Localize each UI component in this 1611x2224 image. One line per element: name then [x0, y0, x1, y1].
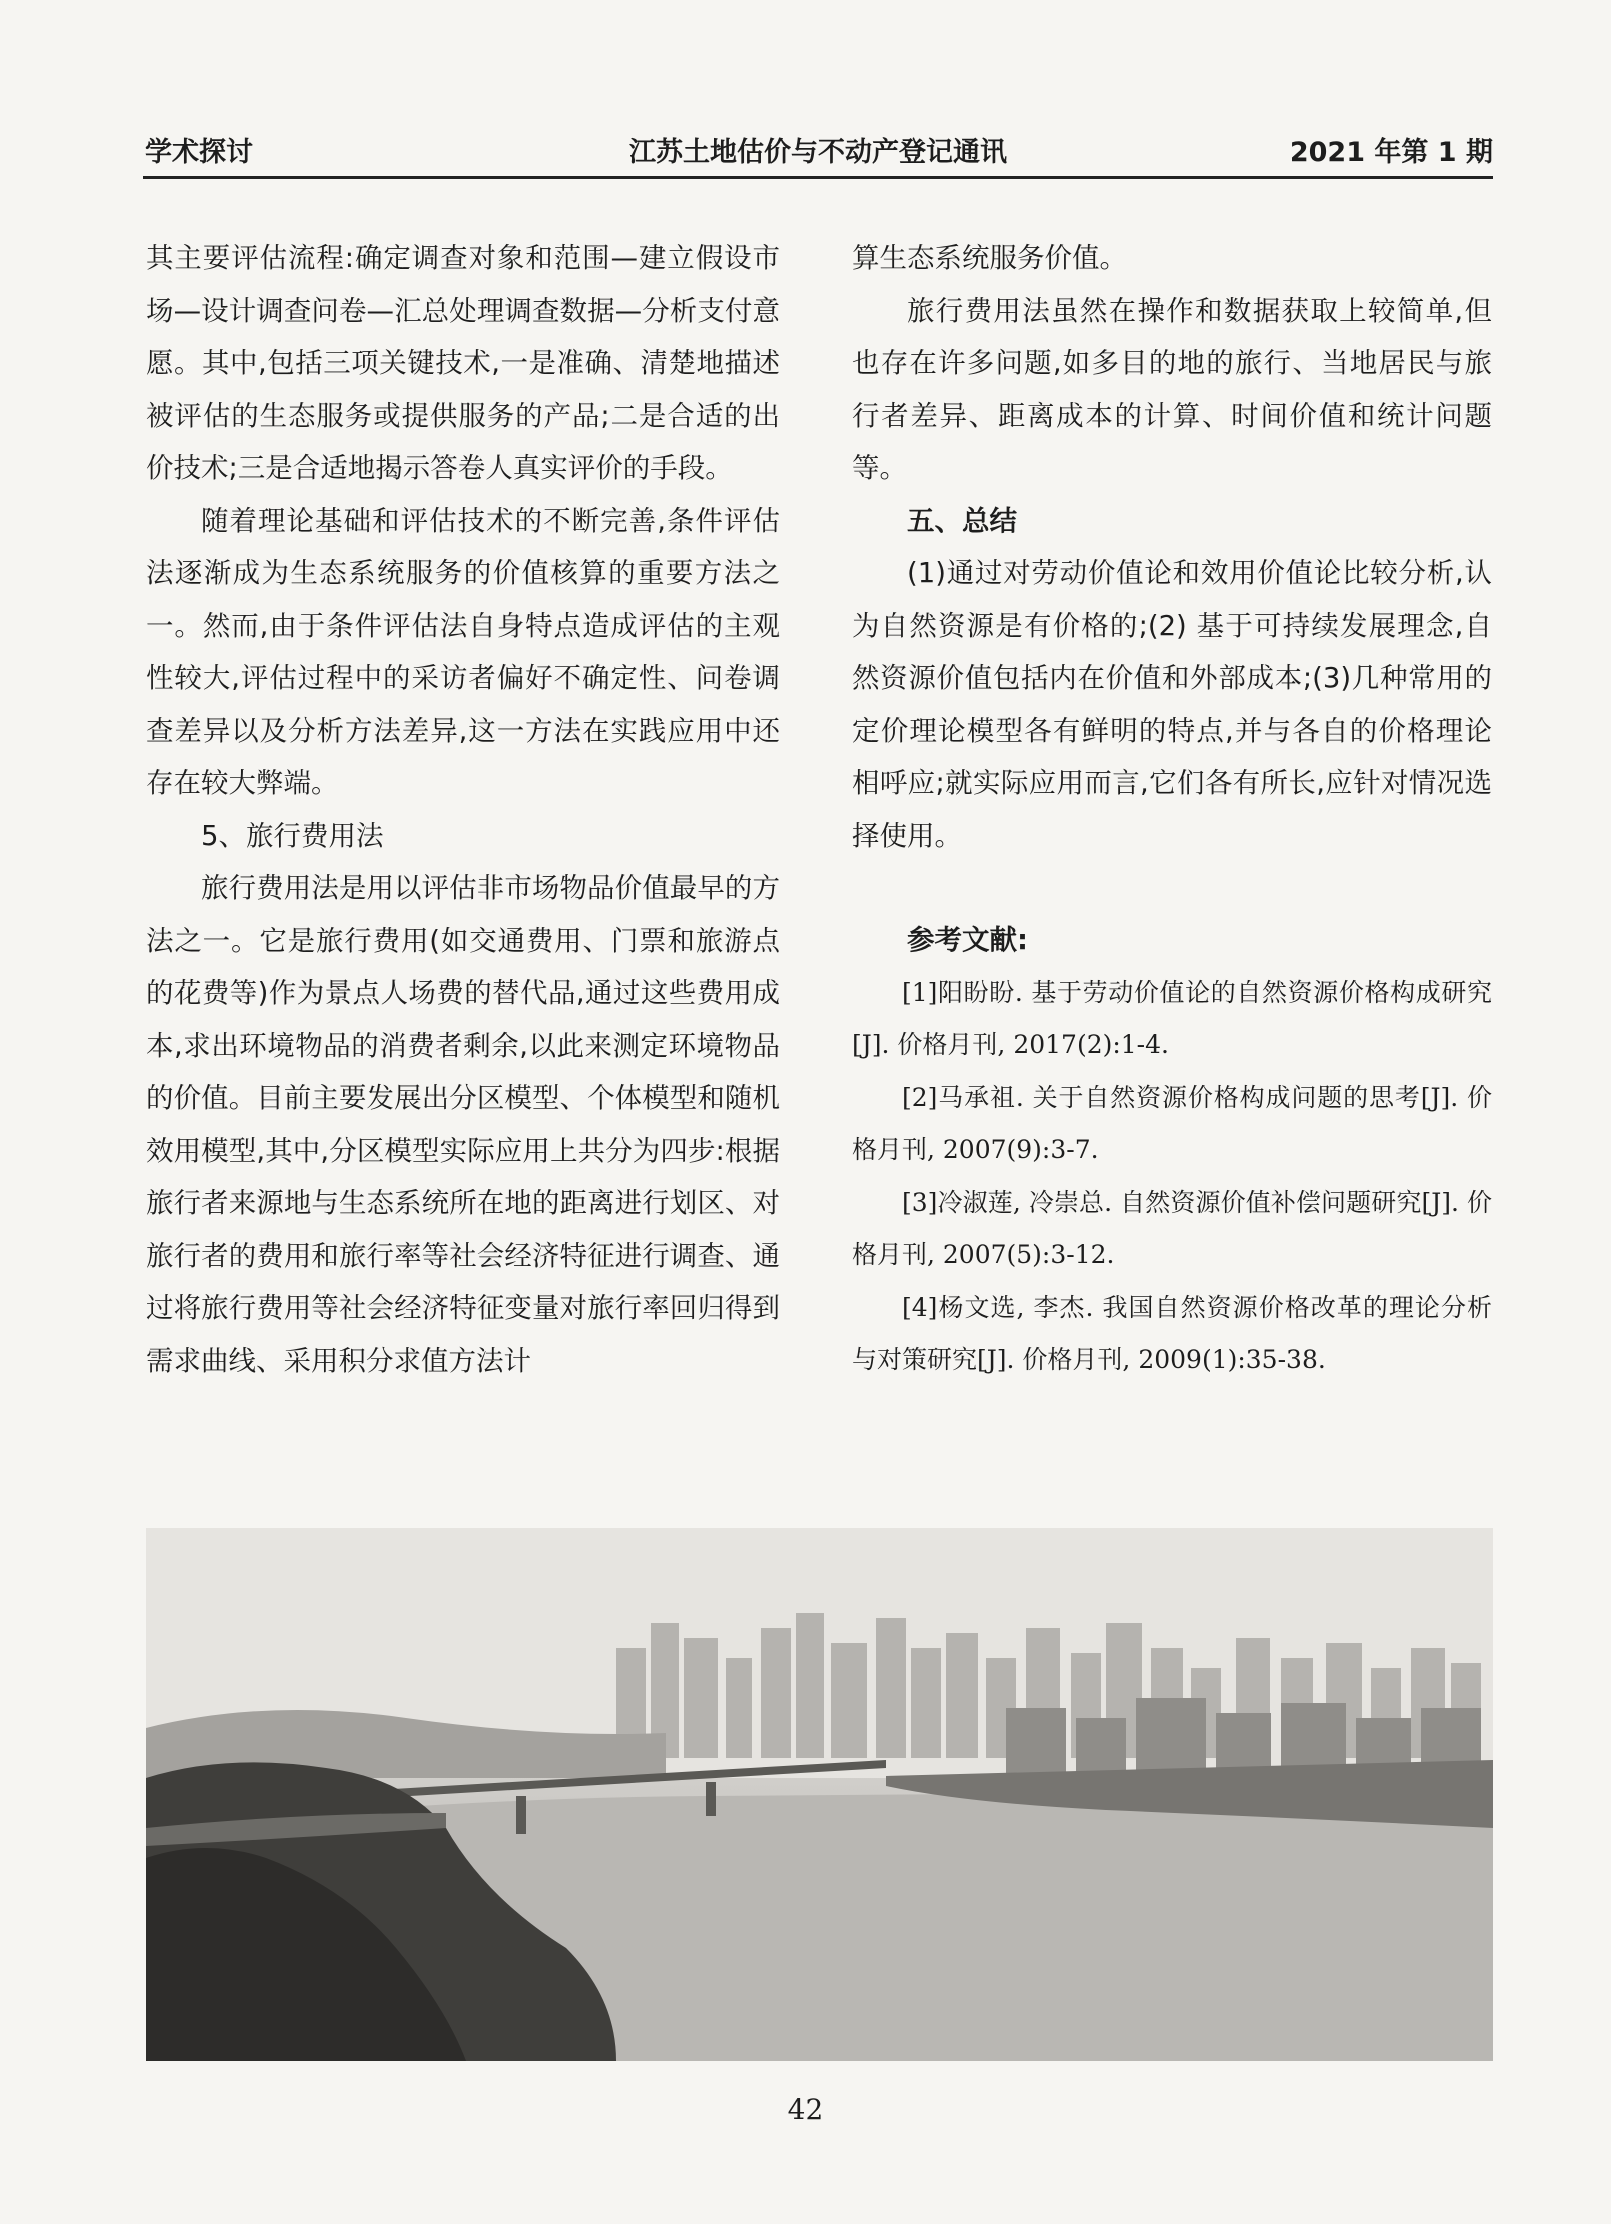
- header-issue: 2021 年第 1 期: [1289, 137, 1493, 168]
- section-heading-summary: 五、总结: [907, 504, 1017, 537]
- city-river-photo-illustration: [146, 1528, 1493, 2061]
- subheading-travel-cost: 5、旅行费用法: [201, 819, 384, 852]
- paragraph-summary: (1)通过对劳动价值论和效用价值论比较分析,认为自然资源是有价格的;(2) 基于可持续发展理念,自然资源价值包括内在价值和外部成本;(3)几种常用的定价理论模型各有鲜明的特点,并与各自的价格理论相呼应;就实际应用而言,它们各有所长,应针对情况选择使用。: [852, 557, 1492, 852]
- city-river-photo: [146, 1528, 1493, 2061]
- reference-3: [3]冷淑莲, 冷崇总. 自然资源价值补偿问题研究[J]. 价格月刊, 2007(5):3-12.: [852, 1187, 1492, 1269]
- reference-1: [1]阳盼盼. 基于劳动价值论的自然资源价格构成研究[J]. 价格月刊, 2017(2):1-4.: [852, 977, 1492, 1059]
- header-rule: [143, 176, 1493, 179]
- left-column: [146, 232, 780, 1387]
- right-column: [852, 232, 1492, 1387]
- header-journal-title: 江苏土地估价与不动产登记通讯: [629, 137, 1007, 168]
- paragraph-travel-cost: 旅行费用法是用以评估非市场物品价值最早的方法之一。它是旅行费用(如交通费用、门票和旅游点的花费等)作为景点人场费的替代品,通过这些费用成本,求出环境物品的消费者剩余,以此来测定环境物品的价值。目前主要发展出分区模型、个体模型和随机效用模型,其中,分区模型实际应用上共分为四步:根据旅行者来源地与生态系统所在地的距离进行划区、对旅行者的费用和旅行率等社会经济特征进行调查、通过将旅行费用等社会经济特征变量对旅行率回归得到需求曲线、采用积分求值方法计: [146, 872, 780, 1377]
- reference-2: [2]马承祖. 关于自然资源价格构成问题的思考[J]. 价格月刊, 2007(9):3-7.: [852, 1082, 1492, 1164]
- running-header: [143, 126, 1493, 176]
- header-section-label: 学术探讨: [145, 137, 253, 168]
- page-number: 42: [787, 2093, 824, 2126]
- paragraph-cvm-process: 其主要评估流程:确定调查对象和范围—建立假设市场—设计调查问卷—汇总处理调查数据—分析支付意愿。其中,包括三项关键技术,一是准确、清楚地描述被评估的生态服务或提供服务的产品;二是合适的出价技术;三是合适地揭示答卷人真实评价的手段。: [146, 242, 780, 484]
- paragraph-cvm-evaluation: 随着理论基础和评估技术的不断完善,条件评估法逐渐成为生态系统服务的价值核算的重要方法之一。然而,由于条件评估法自身特点造成评估的主观性较大,评估过程中的采访者偏好不确定性、问卷调查差异以及分析方法差异,这一方法在实践应用中还存在较大弊端。: [146, 504, 780, 799]
- paragraph-travel-cost-issues: 旅行费用法虽然在操作和数据获取上较简单,但也存在许多问题,如多目的地的旅行、当地居民与旅行者差异、距离成本的计算、时间价值和统计问题等。: [852, 294, 1492, 484]
- reference-4: [4]杨文选, 李杰. 我国自然资源价格改革的理论分析与对策研究[J]. 价格月刊, 2009(1):35-38.: [852, 1292, 1492, 1374]
- references-title: 参考文献:: [907, 924, 1028, 956]
- paragraph-continued: 算生态系统服务价值。: [852, 242, 1127, 274]
